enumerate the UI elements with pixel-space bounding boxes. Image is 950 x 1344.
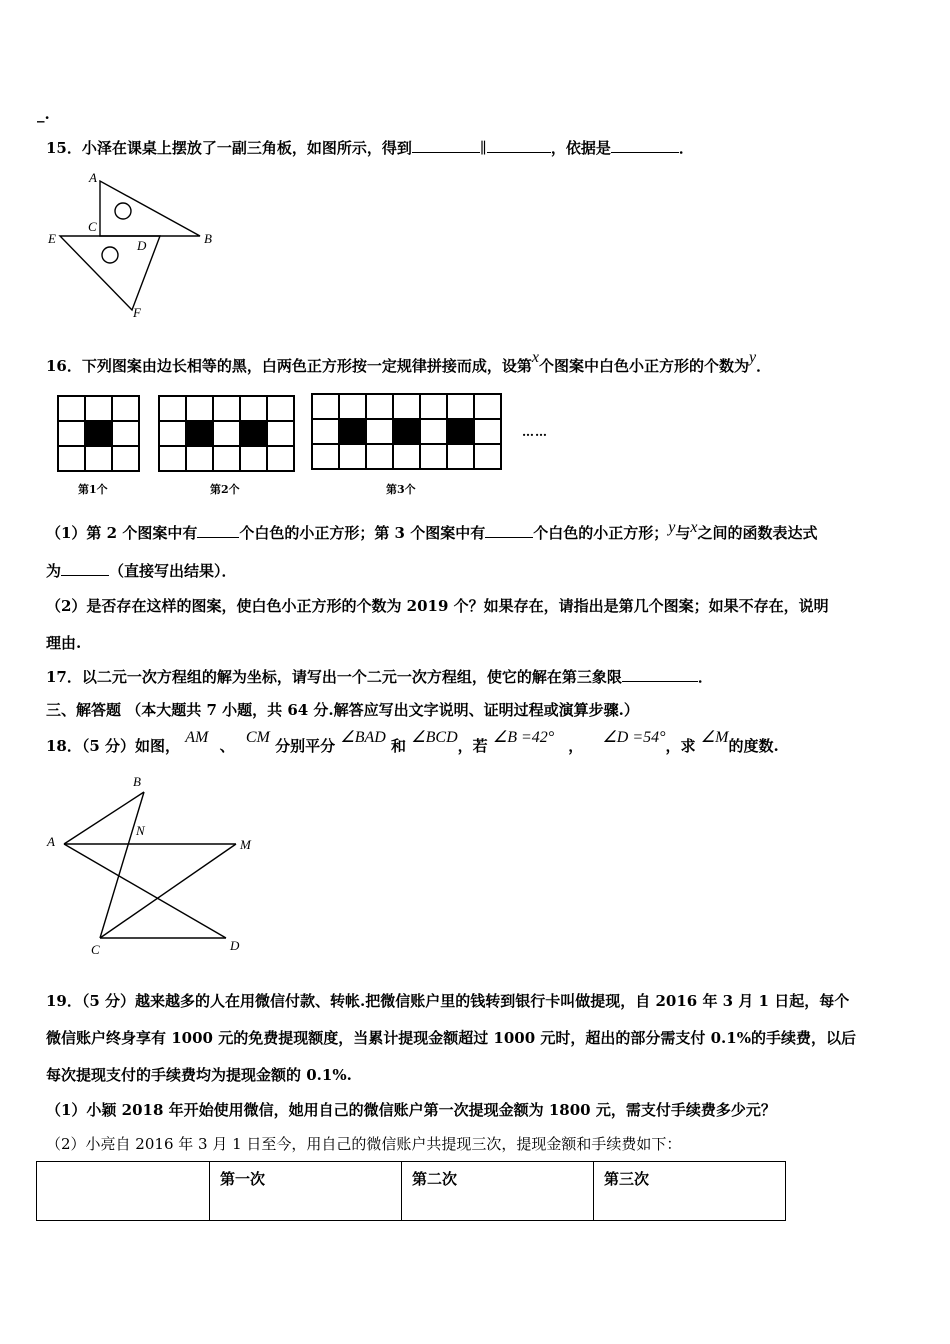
q16-text-b: 个图案中白色小正方形的个数为 xyxy=(539,357,750,375)
q16-p1-a: （1）第 2 个图案中有 xyxy=(46,524,198,542)
q16-p1-g: （直接写出结果）． xyxy=(109,562,237,580)
q18-label-m: M xyxy=(240,837,251,852)
q18-t2: 和 xyxy=(391,737,407,755)
q18-t1: 分别平分 xyxy=(275,737,336,755)
q16-blank-3[interactable] xyxy=(61,561,109,576)
q19-part-1: （1）小颖 2018 年开始使用微信，她用自己的微信账户第一次提现金额为 1800 元，需支付手续费多少元？ xyxy=(46,1101,776,1119)
q19-line-3: 每次提现支付的手续费均为提现金额的 0.1%. xyxy=(46,1066,352,1084)
q16-part-2-cont: 理由. xyxy=(46,634,82,652)
q16-part-1-cont xyxy=(46,560,237,581)
q18-label-c: C xyxy=(91,942,100,957)
fee-table-header-1: 第一次 xyxy=(210,1162,402,1221)
caption-3: 第3个 xyxy=(386,483,416,496)
q15-figure xyxy=(40,165,230,325)
q15-blank-3[interactable] xyxy=(611,138,679,153)
q18-cm: CM xyxy=(245,729,270,746)
q17-text: 17．以二元一次方程组的解为坐标，请写出一个二元一次方程组，使它的解在第三象限 xyxy=(46,668,622,686)
pattern-3 xyxy=(311,393,502,470)
q16-p1-x: x xyxy=(690,519,698,536)
q18-label-n: N xyxy=(136,823,145,838)
q15-label-f: F xyxy=(133,305,141,320)
q15-text-a: 15．小泽在课桌上摆放了一副三角板，如图所示，得到 xyxy=(46,139,412,157)
q15-blank-1[interactable] xyxy=(412,138,480,153)
angle-bisector-diagram xyxy=(40,770,270,965)
q16-p1-b: 个白色的小正方形；第 3 个图案中有 xyxy=(239,524,486,542)
caption-1: 第1个 xyxy=(78,483,108,496)
q16-part-1 xyxy=(46,519,818,543)
q17-blank[interactable] xyxy=(622,667,698,682)
fee-table-header-3: 第三次 xyxy=(594,1162,786,1221)
q16-blank-2[interactable] xyxy=(485,523,533,538)
q18-num: 18．（5 分）如图， xyxy=(46,737,181,755)
q15-label-a: A xyxy=(89,170,97,185)
pattern-2 xyxy=(158,395,295,472)
q18-t5: 的度数. xyxy=(728,737,779,755)
fee-table-header-blank xyxy=(37,1162,210,1221)
q16-part-2: （2）是否存在这样的图案，使白色小正方形的个数为 2019 个？如果存在，请指出是第几个图案；如果不存在，说明 xyxy=(46,597,829,615)
q16-var-y: y xyxy=(749,349,757,366)
q15-label-e: E xyxy=(48,231,56,246)
caption-2: 第2个 xyxy=(210,483,240,496)
q16-end: ． xyxy=(756,357,772,375)
q15-label-b: B xyxy=(204,231,212,246)
q18-am: AM xyxy=(185,729,209,746)
q18-angle-d: ∠D =54° xyxy=(602,729,666,746)
fee-table-header-row xyxy=(37,1162,786,1221)
pattern-1 xyxy=(57,395,140,472)
q18-label-d: D xyxy=(230,938,240,953)
q18-comma: ， xyxy=(568,737,584,755)
q16-p1-d: 与 xyxy=(675,524,691,542)
question-18 xyxy=(46,729,779,756)
q16-text-a: 16．下列图案由边长相等的黑，白两色正方形按一定规律拼接而成，设第 xyxy=(46,357,532,375)
q16-var-x: x xyxy=(531,349,539,366)
q18-label-b: B xyxy=(133,774,141,789)
q15-end: ． xyxy=(678,139,694,157)
q18-figure xyxy=(40,770,270,965)
q16-p1-f: 为 xyxy=(46,562,62,580)
q15-parallel: ∥ xyxy=(479,139,487,157)
q16-p1-y: y xyxy=(668,519,676,536)
question-15 xyxy=(46,137,694,158)
q18-t3: ，若 xyxy=(457,737,488,755)
q18-angle-bcd: ∠BCD xyxy=(411,729,458,746)
q18-angle-bad: ∠BAD xyxy=(340,729,386,746)
q17-end: ． xyxy=(697,668,713,686)
question-16 xyxy=(46,349,772,376)
q15-label-c: C xyxy=(88,219,97,234)
q16-blank-1[interactable] xyxy=(197,523,239,538)
q18-t4: ，求 xyxy=(665,737,696,755)
q19-part-2: （2）小亮自 2016 年 3 月 1 日至今，用自己的微信账户共提现三次，提现金额和手续费如下： xyxy=(46,1135,682,1153)
fee-table xyxy=(36,1161,786,1221)
q15-label-d: D xyxy=(137,238,147,253)
fee-table-header-2: 第二次 xyxy=(402,1162,594,1221)
q16-p1-c: 个白色的小正方形； xyxy=(533,524,669,542)
q18-label-a: A xyxy=(47,834,55,849)
q15-text-b: ，依据是 xyxy=(550,139,611,157)
q19-line-1: 19．（5 分）越来越多的人在用微信付款、转帐.把微信账户里的钱转到银行卡叫做提现，自 2016 年 3 月 1 日起，每个 xyxy=(46,992,850,1010)
triangle-set-diagram xyxy=(40,165,230,325)
q16-p1-e: 之间的函数表达式 xyxy=(697,524,818,542)
q15-blank-2[interactable] xyxy=(487,138,551,153)
section-3-heading: 三、解答题 （本大题共 7 小题，共 64 分.解答应写出文字说明、证明过程或演算步骤.） xyxy=(46,701,639,719)
q18-sep: 、 xyxy=(219,737,235,755)
question-17 xyxy=(46,666,713,687)
q19-line-2: 微信账户终身享有 1000 元的免费提现额度，当累计提现金额超过 1000 元时，超出的部分需支付 0.1%的手续费，以后 xyxy=(46,1029,856,1047)
q18-angle-m: ∠M xyxy=(700,729,729,746)
q18-angle-b: ∠B =42° xyxy=(492,729,555,746)
top-mark: _. xyxy=(37,105,50,123)
pattern-ellipsis: …… xyxy=(522,425,548,439)
